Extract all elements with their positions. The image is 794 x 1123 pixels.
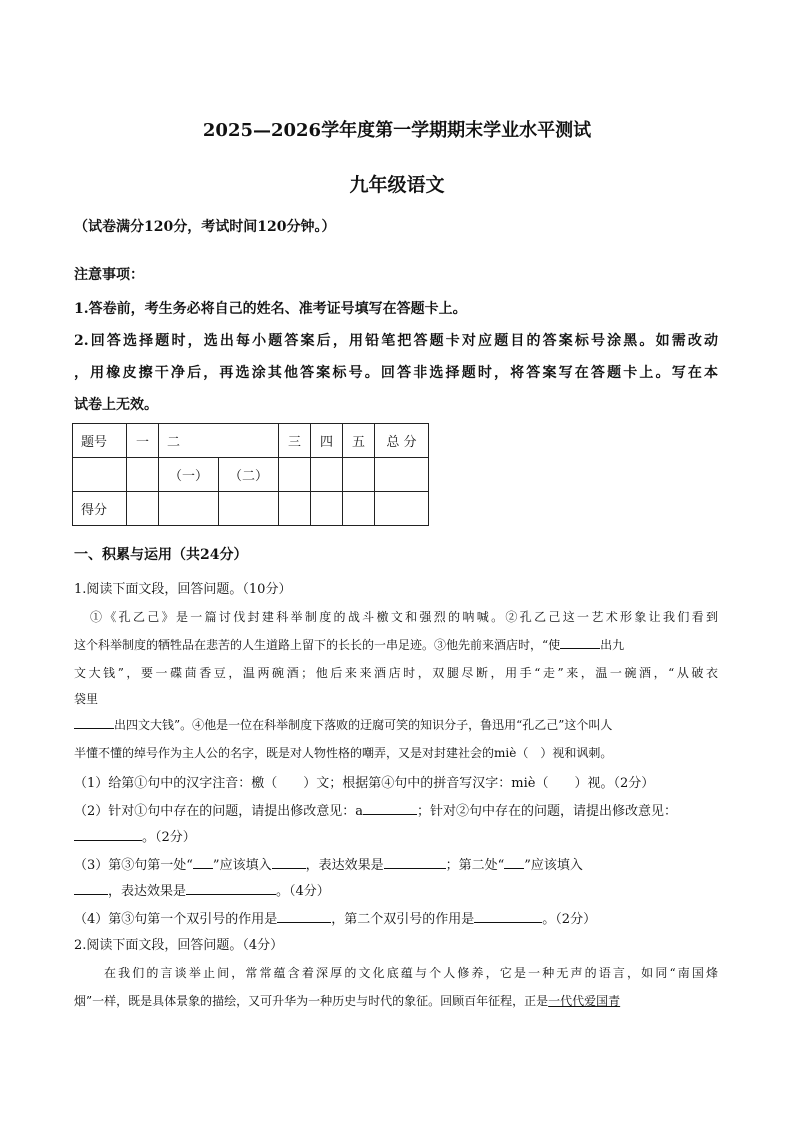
instruction-item-1: 1.答卷前，考生务必将自己的姓名、准考证号填写在答题卡上。 xyxy=(74,301,467,317)
exam-note: （试卷满分120分，考试时间120分钟。） xyxy=(74,219,336,235)
score-table-col-2-sub-1: （一） xyxy=(159,458,219,492)
score-table-cell xyxy=(279,492,311,526)
instruction-item-2-line-1: 2.回答选择题时，选出每小题答案后，用铅笔把答题卡对应题目的答案标号涂黑。如需改动 xyxy=(74,333,718,349)
question-1-passage-line-5: 出四文大钱”。④他是一位在科举制度下落败的迂腐可笑的知识分子，鲁迅用“孔乙己”这个叫人 xyxy=(74,716,612,733)
answer-blank xyxy=(74,828,142,841)
score-table-label-score: 得分 xyxy=(73,492,127,526)
question-1-sub-1: （1）给第①句中的汉字注音：檄（ ）文；根据第④句中的拼音写汉字：miè（ ）视。（2分） xyxy=(74,776,655,791)
score-table-cell xyxy=(343,492,375,526)
answer-blank xyxy=(363,802,417,815)
answer-blank xyxy=(193,856,213,869)
question-1-sub-4: （4）第③句第一个双引号的作用是 ，第二个双引号的作用是 。（2分） xyxy=(74,912,597,927)
question-1-passage-line-4: 袋里 xyxy=(74,692,99,706)
instruction-item-2-line-2: ，用橡皮擦干净后，再选涂其他答案标号。回答非选择题时，将答案写在答题卡上。写在本 xyxy=(74,365,718,381)
score-table-cell xyxy=(219,492,279,526)
score-table-total: 总 分 xyxy=(375,424,429,458)
question-1-sub-3: （3）第③句第一处“ ”应该填入 ，表达效果是 ；第二处“ ”应该填入 xyxy=(74,858,583,873)
score-table xyxy=(72,423,429,526)
score-table-cell xyxy=(343,458,375,492)
score-table-col-4: 四 xyxy=(311,424,343,458)
answer-blank xyxy=(74,882,108,895)
answer-blank xyxy=(504,856,524,869)
exam-subject: 九年级语文 xyxy=(349,174,445,196)
instructions-heading: 注意事项： xyxy=(74,267,144,283)
question-1-passage-line-3: 文大钱”，要一碟茴香豆，温两碗酒；他后来来酒店时，双腿尽断，用手“走”来，温一碗酒，“从破衣 xyxy=(74,666,718,680)
answer-blank xyxy=(384,856,446,869)
score-table-cell xyxy=(375,492,429,526)
score-table-cell xyxy=(127,458,159,492)
fill-blank xyxy=(560,636,600,649)
question-1-sub-3-continued: ，表达效果是 。（4分） xyxy=(74,880,330,899)
question-2-passage-line-2: 烟”一样，既是具体景象的描绘，又可升华为一种历史与时代的象征。回顾百年征程，正是一代代爱国青 xyxy=(74,994,621,1008)
section-1-heading: 一、积累与运用（共24分） xyxy=(74,547,248,563)
score-table-cell xyxy=(159,492,219,526)
question-1-sub-2-continued: 。（2分） xyxy=(74,826,196,845)
score-table-cell xyxy=(375,458,429,492)
score-table-col-2-sub-2: （二） xyxy=(219,458,279,492)
score-table-cell xyxy=(279,458,311,492)
score-table-col-5: 五 xyxy=(343,424,375,458)
score-table-col-3: 三 xyxy=(279,424,311,458)
answer-blank xyxy=(272,856,306,869)
question-1-passage-line-6: 半懂不懂的绰号作为主人公的名字，既是对人物性格的嘲弄，又是对封建社会的miè（ ）视和讽刺。 xyxy=(74,746,613,760)
exam-title: 2025—2026学年度第一学期期末学业水平测试 xyxy=(202,120,592,141)
score-table-cell xyxy=(311,458,343,492)
instruction-item-2-line-3: 试卷上无效。 xyxy=(74,397,158,413)
score-table-cell xyxy=(127,492,159,526)
score-table-cell xyxy=(311,492,343,526)
answer-blank xyxy=(474,910,542,923)
answer-blank xyxy=(277,910,331,923)
score-table-col-2: 二 xyxy=(159,424,279,458)
question-1-sub-2: （2）针对①句中存在的问题，请提出修改意见：a ；针对②句中存在的问题，请提出修改意见： xyxy=(74,804,678,819)
score-table-cell xyxy=(73,458,127,492)
question-1-passage-line-2: 这个科举制度的牺牲品在悲苦的人生道路上留下的长长的一串足迹。③他先前来酒店时，“使 出九 xyxy=(74,638,625,652)
question-1-prompt: 1.阅读下面文段，回答问题。（10分） xyxy=(74,582,292,597)
score-table-col-1: 一 xyxy=(127,424,159,458)
fill-blank xyxy=(74,716,114,729)
question-2-passage-line-1: 在我们的言谈举止间，常常蕴含着深厚的文化底蕴与个人修养，它是一种无声的语言，如同“南国烽 xyxy=(104,966,718,980)
score-table-label-number: 题号 xyxy=(73,424,127,458)
answer-blank xyxy=(186,882,276,895)
question-1-passage-line-1: ①《孔乙己》是一篇讨伐封建科举制度的战斗檄文和强烈的呐喊。②孔乙己这一艺术形象让我们看到 xyxy=(90,610,718,624)
question-2-prompt: 2.阅读下面文段，回答问题。（4分） xyxy=(74,938,284,953)
